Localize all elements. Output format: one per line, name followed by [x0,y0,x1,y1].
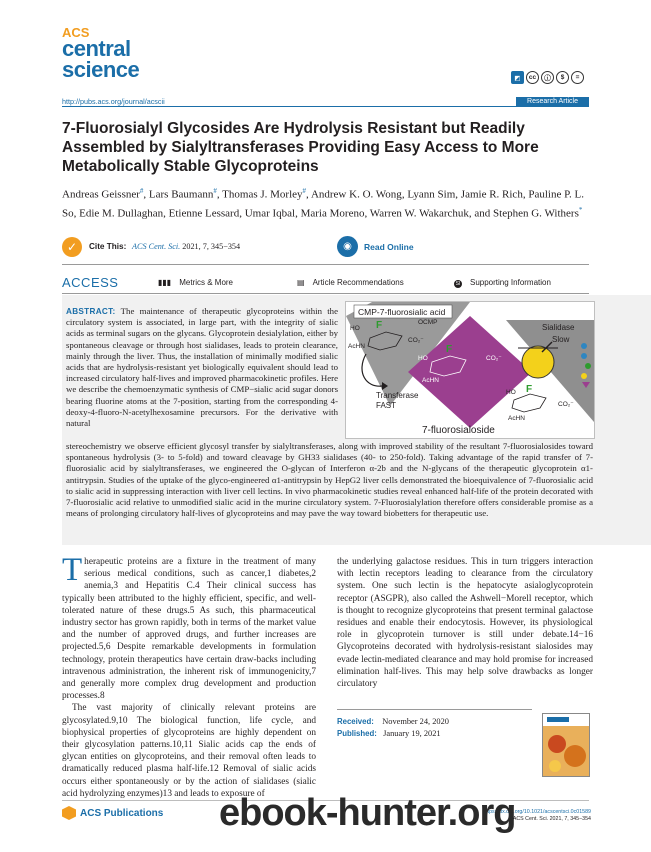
author-name[interactable]: Stephen G. Withers [493,207,579,220]
author-affiliation-mark: # [213,187,217,195]
journal-cover-thumbnail[interactable] [542,713,590,777]
published-date: January 19, 2021 [383,729,441,738]
author-name[interactable]: Warren W. Wakarchuk [369,207,469,220]
acs-hexagon-icon [62,806,76,820]
article-title: 7-Fluorosialyl Glycosides Are Hydrolysis Resistant but Readily Assembled by Sialyltransferases Providing Easy Access to More Metabolically Stable Glycoproteins [62,120,539,175]
supporting-info-icon: SI [455,281,461,287]
donor-acid-label: CO₂⁻ [408,337,424,344]
abstract-heading: ABSTRACT: [66,307,116,316]
glycan-node-2 [581,353,587,359]
publication-dates [337,716,532,740]
abstract-body-bottom: stereochemistry we observe efficient glycosyl transfer by sialyltransferases, along with improved stability of the resultant 7-fluorosialosides toward spontaneous hydrolysis (3- to 5-fold) and toward cleavage by GH33 sialidases (40- to 250-fold). Taking advantage of the rapid transfer of 7-fluorosialic acid by sialyltransferases, we engineered the O-glycan of Interferon α-2b and the N-glycans of the therapeutic glycoprotein α1-antitrypsin. Studies of the uptake of the glyco-engineered α1-antitrypsin by HepG2 liver cells demonstrated the bioequivalence of 7-fluorosialic acid to sialic acid in suppressing interaction with liver cell lectins. In vivo pharmacokinetic studies reveal enhanced half-life of the protein decorated with 7-fluorosialic acid relative to unmodified sialic acid in the murine circulatory system. 7-Fluorosialylation therefore offers considerable promise as a means of prolonging circulatory half-lives of glycoproteins and may pave the way toward biobetters for therapeutic use. [66,441,593,519]
nd-icon[interactable]: = [571,71,584,84]
open-access-icon[interactable]: ◩ [511,71,524,84]
cover-art [543,714,589,776]
author-affiliation-mark: # [139,187,144,195]
center-achn-label: AcHN [422,377,439,384]
author-affiliation-mark: * [578,205,583,214]
ocmp-label: OCMP [418,319,438,326]
published-label: Published: [337,729,377,738]
read-online-link[interactable]: Read Online [364,242,414,252]
cite-volume-pages: 2021, 7, 345−354 [180,242,241,251]
access-divider [62,293,589,294]
nc-icon[interactable]: $ [556,71,569,84]
center-ho-label: HO [418,355,428,362]
supporting-info-link[interactable] [454,278,551,288]
author-name[interactable]: Pauline P. L. So [62,188,584,220]
product-acid-label: CO₂⁻ [558,401,574,408]
product-ho-label: HO [506,389,516,396]
cite-label: Cite This: [89,242,127,251]
footer-doi-link[interactable]: https://dx.doi.org/10.1021/acscentsci.0c01589 [483,809,591,815]
cc-icon[interactable]: cc [526,71,539,84]
cite-divider [62,264,589,265]
center-acid-label: CO₂⁻ [486,355,502,362]
intro-paragraph-3: the underlying galactose residues. This in turn triggers interaction with lectin receptors leading to clearance from the circulatory system. One such lectin is the hepatocyte asialoglycoprotein receptor (ASGPR), also called the Ashwell−Morell receptor, which is thought to recognize glycoproteins that present terminal galactose residues and enable their endocytosis. However, its physiological role in glycoprotein turnover is still under debate.14−16 Glycoproteins decorated with hydrolysis-resistant sialosides may evade lectin-mediated clearance and may hold promise for increased elimination half-lives. This may help solve drawbacks as longer circulatory [337,557,593,690]
journal-logo-central: central [62,36,131,61]
metrics-link[interactable] [158,278,233,287]
list-icon: ▤ [297,278,305,287]
body-column-right [337,556,593,690]
recommendations-label[interactable]: Article Recommendations [312,278,404,287]
journal-url-link[interactable]: http://pubs.acs.org/journal/acscii [62,97,165,106]
received-date: November 24, 2020 [382,717,449,726]
abstract-body-top: The maintenance of therapeutic glycoproteins within the circulatory system is associated, in large part, with the integrity of sialic acids as terminal sugars on the glycans. Glycoprotein desialylation, either by spontaneous cleavage or through host sialidases, leads to protein clearance, mainly through the liver. Thus, the installation of minimally modified sialic acids that are hydrolysis-resistant yet biologically equivalent should lead to increased circulatory half-lives and improved pharmacokinetic profiles. Here we describe the chemoenzymatic synthesis of CMP−sialic acid sugar donors bearing fluorine atoms at the 7-position, starting from the corresponding 4-deoxy-4-fluoro-N-acetylhexosamine precursors. For the derivative with natural [66,306,338,429]
author-name[interactable]: Jamie R. Rich [460,188,523,201]
glycan-node-4 [581,373,587,379]
author-name[interactable]: Lars Baumann [148,188,214,201]
publisher-name[interactable]: ACS Publications [80,807,164,819]
license-icons [511,71,584,84]
cite-journal[interactable]: ACS Cent. Sci. [132,242,181,251]
sialidase-label: Sialidase [542,323,575,332]
product-fluorine-label: F [526,384,533,395]
abstract-text-top [66,306,338,429]
header-divider [62,106,589,107]
glycan-node-1 [581,343,587,349]
cite-reference[interactable] [132,242,240,251]
intro-paragraph-1-text: herapeutic proteins are a fixture in the treatment of many serious medical conditions, such as cancer,1 diabetes,2 anemia,3 and Hepatitis C.4 Their clinical success has typically been attributed to the highly efficient, specific, and well-tolerated nature of these drugs.5 As such, this pharmaceutical industry sector has grown rapidly, both in terms of the market value and the number of approved drugs, and further increases are projected.5,6 Despite remarkable developments in formulation technology, protein therapeutics have certain draw-backs including intravenous administration, the inherent risk of immunogenicity,7 and generally more complex drug development and production processes.8 [62,557,316,702]
product-label: 7-fluorosialoside [422,425,495,436]
author-name[interactable]: Maria Moreno [300,207,365,220]
bar-chart-icon: ▮▮▮ [158,278,172,287]
cover-masthead-logo [547,717,569,722]
donor-fluorine-label: F [376,320,383,331]
cite-bar [62,235,589,261]
footer-journal-ref: ACS Cent. Sci. 2021, 7, 345−354 [512,816,591,823]
read-online-icon[interactable]: ◉ [337,236,358,257]
intro-paragraph-2: The vast majority of clinically relevant proteins are glycosylated.9,10 The biological function, life cycle, and biophysical properties of glycoproteins are highly dependent on their glycosylation patterns.10,11 Sialic acids cap the ends of glycan entities on glycoproteins, and their removal often leads to dramatically reduced plasma half-life.12 Removal of sialic acids occurs either spontaneously or by the action of sialidases (sialic acid hydrolyzing enzymes)13 and leads to exposure of [62,703,316,799]
body-column-left [62,552,316,800]
product-ring [512,394,546,412]
slow-label: Slow [552,335,570,344]
dates-divider [337,709,532,710]
author-affiliation-mark: # [302,187,307,195]
donor-achn-label: AcHN [348,343,365,350]
protein-circle [522,346,554,378]
author-list: Andreas Geissner#, Lars Baumann#, Thomas J. Morley#, Andrew K. O. Wong, Lyann Sim, Jamie R. Rich, Pauline P. L. So, Edie M. Dullaghan, Etienne Lessard, Umar Iqbal, Maria Moreno, Warren W. Wakarchuk, and Stephen G. Withers* [62,187,584,220]
metrics-label[interactable]: Metrics & More [179,278,234,287]
cover-orb-2 [564,745,586,767]
access-label: ACCESS [62,275,119,290]
product-achn-label: AcHN [508,415,525,422]
supporting-info-label[interactable]: Supporting Information [470,278,551,287]
publisher-logo[interactable] [62,806,163,820]
center-fluorine-label: F [446,344,453,355]
drop-cap: T [62,552,83,588]
glycan-node-3 [585,363,591,369]
donor-label: CMP-7-fluorosialic acid [358,307,446,317]
fast-label: FAST [376,401,397,410]
author-name[interactable]: Edie M. Dullaghan [79,207,164,220]
by-icon[interactable]: ⓘ [541,71,554,84]
watermark-text: ebook-hunter.org [219,792,516,834]
recommendations-link[interactable] [297,278,404,287]
transferase-label: Transferase [376,391,419,400]
access-bar [62,275,589,291]
toc-graphic-svg [346,302,594,438]
donor-ho-label: HO [350,325,360,332]
toc-graphic [345,301,595,439]
author-name[interactable]: Umar Iqbal [244,207,296,220]
author-name[interactable]: Thomas J. Morley [222,188,303,201]
article-type-badge: Research Article [516,97,589,107]
cite-icon[interactable]: ✓ [62,237,82,257]
received-row [337,716,532,728]
intro-paragraph-1 [62,552,316,702]
journal-logo-acs: ACS [62,25,90,40]
cover-orb-3 [549,760,561,772]
author-name[interactable]: Andrew K. O. Wong [310,188,402,201]
cover-orb-1 [548,735,566,753]
author-name[interactable]: Lyann Sim [407,188,456,201]
author-name[interactable]: Etienne Lessard [168,207,240,220]
journal-logo-science: science [62,57,140,82]
author-name[interactable]: Andreas Geissner [62,188,140,201]
received-label: Received: [337,717,374,726]
published-row [337,728,532,740]
